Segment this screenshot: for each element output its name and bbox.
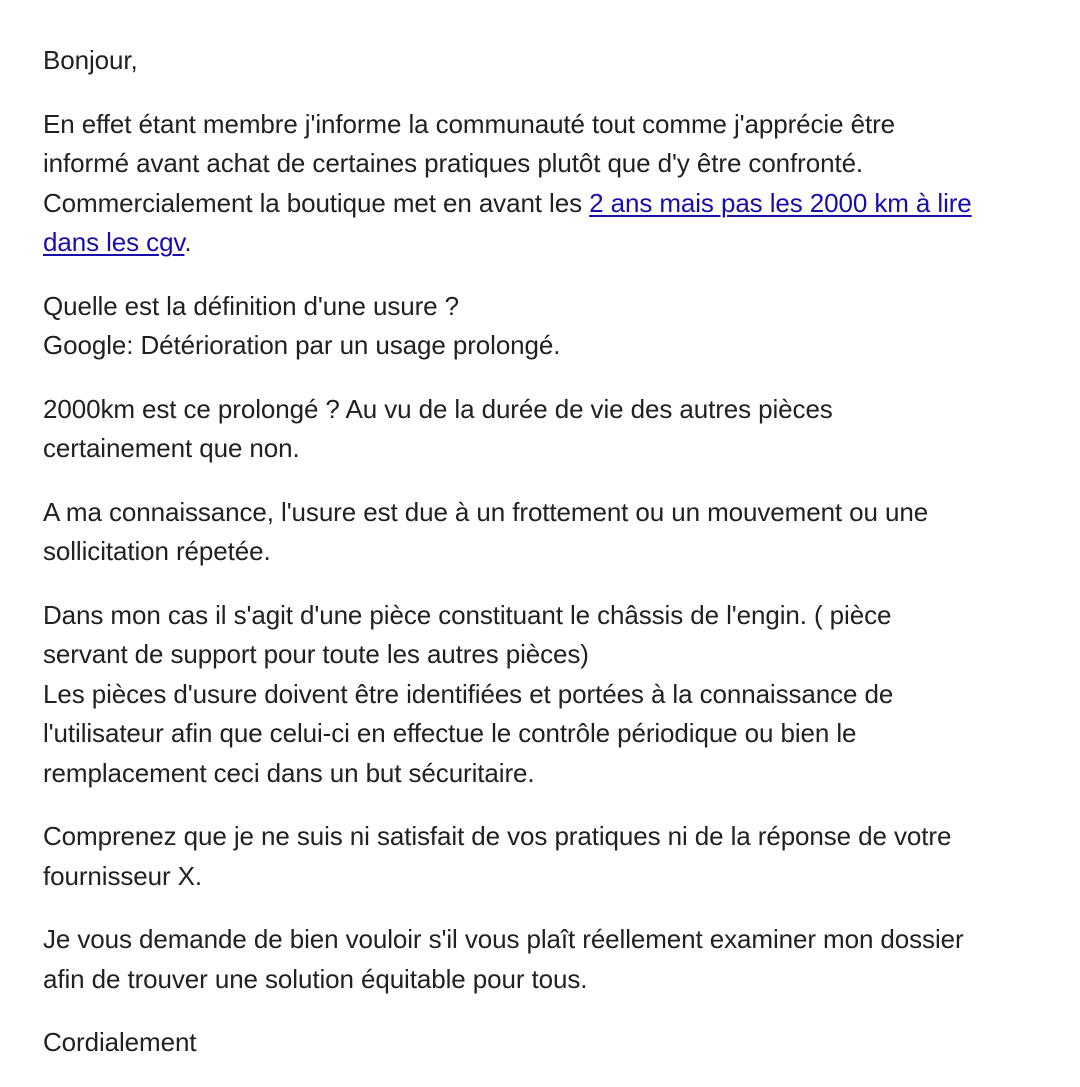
paragraph-chassis: [43, 596, 1065, 794]
cgv-link[interactable]: 2 ans mais pas les 2000 km à lire: [589, 187, 972, 218]
paragraph-line: Quelle est la définition d'une usure ?: [43, 290, 459, 321]
cgv-link-continued[interactable]: dans les cgv: [43, 227, 185, 257]
paragraph-mileage: [43, 390, 1065, 469]
paragraph-line: [43, 184, 1065, 224]
paragraph-line: fournisseur X.: [43, 860, 203, 891]
paragraph-text: .: [184, 227, 192, 257]
paragraph-definition: [43, 287, 1065, 366]
paragraph-line: servant de support pour toute les autres pièces): [43, 639, 589, 669]
paragraph-line: Je vous demande de bien vouloir s'il vous plaît réellement examiner mon dossier: [43, 924, 964, 954]
paragraph-line: informé avant achat de certaines pratiques plutôt que d'y être confronté.: [43, 148, 864, 178]
paragraph-text: Commercialement la boutique met en avant les: [43, 187, 590, 218]
email-body: [43, 41, 1065, 1087]
paragraph-line: En effet étant membre j'informe la communauté tout comme j'apprécie être: [43, 108, 895, 139]
greeting-text: Bonjour,: [43, 45, 138, 75]
paragraph-dissatisfaction: [43, 817, 1065, 896]
paragraph-line: A ma connaissance, l'usure est due à un frottement ou un mouvement ou une: [43, 496, 929, 527]
paragraph-line: remplacement ceci dans un but sécuritaire.: [43, 757, 535, 788]
paragraph-line: 2000km est ce prolongé ? Au vu de la durée de vie des autres pièces: [43, 393, 833, 424]
paragraph-line: sollicitation répetée.: [43, 536, 271, 566]
paragraph-wear: [43, 493, 1065, 572]
paragraph-line: afin de trouver une solution équitable pour tous.: [43, 963, 588, 994]
paragraph-membership: [43, 105, 1065, 263]
paragraph-request: [43, 920, 1065, 999]
closing-paragraph: [43, 1023, 1065, 1063]
paragraph-line: certainement que non.: [43, 433, 300, 463]
paragraph-line: Google: Détérioration par un usage prolongé.: [43, 330, 561, 360]
paragraph-line: Comprenez que je ne suis ni satisfait de vos pratiques ni de la réponse de votre: [43, 821, 952, 851]
paragraph-line: Dans mon cas il s'agit d'une pièce constituant le châssis de l'engin. ( pièce: [43, 599, 892, 630]
closing-text: Cordialement: [43, 1027, 197, 1057]
paragraph-line: Les pièces d'usure doivent être identifiées et portées à la connaissance de: [43, 678, 894, 709]
greeting-paragraph: [43, 41, 1065, 81]
paragraph-line: l'utilisateur afin que celui-ci en effectue le contrôle périodique ou bien le: [43, 718, 857, 748]
paragraph-line: [43, 223, 1065, 263]
